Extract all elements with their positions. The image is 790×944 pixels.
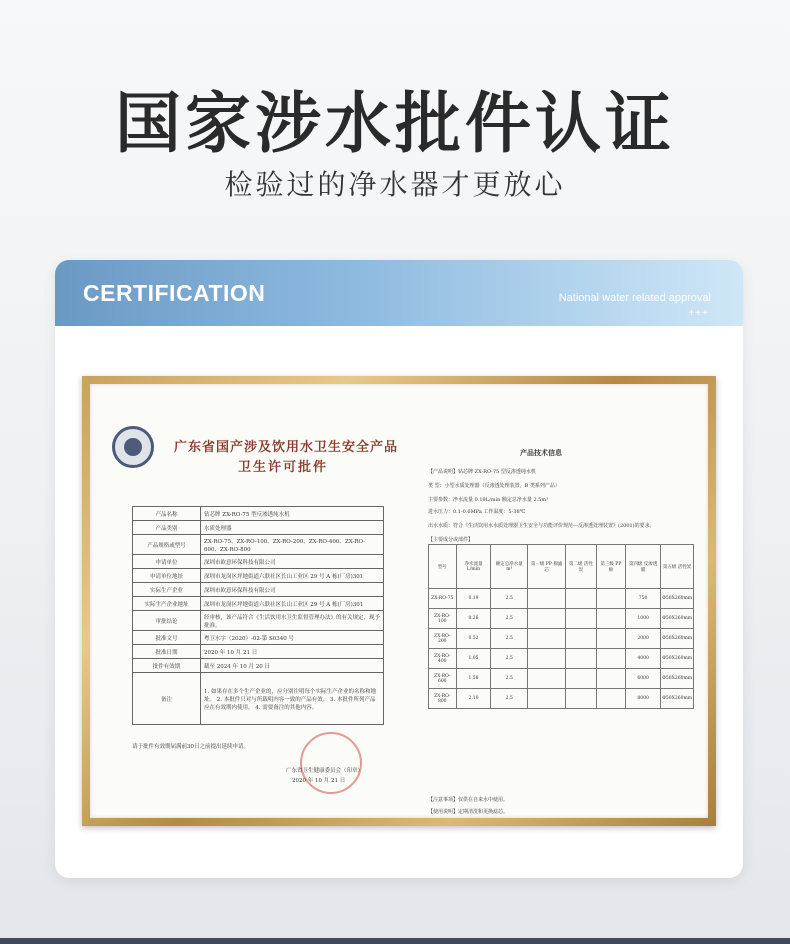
- table-cell: 0.19: [456, 589, 491, 609]
- table-cell: [528, 609, 566, 629]
- row-value: 粤卫水字（2020）-02-第 S0340 号: [201, 631, 384, 645]
- row-label: 备注: [133, 673, 201, 725]
- table-row: [429, 609, 694, 629]
- band-title: CERTIFICATION: [83, 280, 266, 306]
- table-cell: ZX-RO-100: [429, 609, 457, 629]
- table-row: [429, 689, 694, 709]
- column-header: 第四级 反渗透膜: [625, 545, 660, 589]
- row-value: 深圳市龙岗区坪地街道六联社区长山工业区 29 号 A 栋(厂房)301: [201, 597, 384, 611]
- table-cell: Φ50X260mm: [661, 609, 694, 629]
- row-label: 申请单位: [133, 555, 201, 569]
- table-cell: 0.26: [456, 609, 491, 629]
- row-label: 批准文号: [133, 631, 201, 645]
- row-value: 2020 年 10 月 21 日: [201, 645, 384, 659]
- row-value: 水质处理器: [201, 521, 384, 535]
- table-cell: 2000: [625, 629, 660, 649]
- row-label: 申请单位地址: [133, 569, 201, 583]
- table-cell: 1.05: [456, 649, 491, 669]
- table-cell: ZX-RO-800: [429, 689, 457, 709]
- row-label: 产品名称: [133, 507, 201, 521]
- column-header: 型号: [429, 545, 457, 589]
- column-header: 第一级 PP 棉滤芯: [528, 545, 566, 589]
- table-cell: [528, 689, 566, 709]
- row-label: 批准日期: [133, 645, 201, 659]
- subheadline: 检验过的净水器才更放心: [224, 168, 566, 201]
- row-label: 产品类别: [133, 521, 201, 535]
- column-header: 净水流量 L/min: [456, 545, 491, 589]
- table-header-row: [429, 545, 694, 589]
- table-cell: [528, 629, 566, 649]
- band-subtitle: National water related approval: [558, 292, 711, 304]
- table-cell: ZX-RO-400: [429, 649, 457, 669]
- emblem-icon: [112, 426, 154, 468]
- table-row: [133, 631, 384, 645]
- table-cell: 8000: [625, 689, 660, 709]
- table-cell: 1000: [625, 609, 660, 629]
- table-cell: 750: [625, 589, 660, 609]
- column-header: 第三级 PP 棉: [596, 545, 625, 589]
- row-label: 审批结论: [133, 611, 201, 631]
- headline: 国家涉水批件认证: [115, 85, 675, 162]
- table-cell: ZX-RO-600: [429, 669, 457, 689]
- renewal-note: 请于批件有效期届满前30日之前提出延续申请。: [132, 744, 250, 750]
- certificate-frame: [82, 376, 716, 826]
- row-label: 实际生产企业地址: [133, 597, 201, 611]
- tech-footer: 【注意事项】仅供在自来水中使用。: [428, 797, 509, 803]
- table-cell: [566, 669, 597, 689]
- bottom-strip: [0, 938, 790, 944]
- tech-line: 进水压力：0.1-0.6MPa 工作温度：5-38℃: [428, 509, 526, 515]
- table-cell: Φ50X260mm: [661, 689, 694, 709]
- row-label: 批件有效期: [133, 659, 201, 673]
- row-value: 深圳市欧意环保科技有限公司: [201, 583, 384, 597]
- table-cell: 2.5: [491, 609, 528, 629]
- table-cell: [566, 649, 597, 669]
- table-row: [133, 507, 384, 521]
- table-cell: 6000: [625, 669, 660, 689]
- issue-date: 2020 年 10 月 21 日: [292, 778, 346, 784]
- table-cell: Φ50X260mm: [661, 669, 694, 689]
- table-row: [133, 659, 384, 673]
- table-row: [429, 649, 694, 669]
- table-row: [133, 569, 384, 583]
- table-cell: [566, 589, 597, 609]
- table-cell: [528, 589, 566, 609]
- table-cell: 2.5: [491, 689, 528, 709]
- table-row: [133, 611, 384, 631]
- certificate-title: 广东省国产涉及饮用水卫生安全产品: [174, 440, 399, 455]
- table-cell: 2.5: [491, 649, 528, 669]
- issuer: 广东省卫生健康委员会（印章）: [286, 768, 364, 774]
- table-cell: Φ50X260mm: [661, 629, 694, 649]
- row-value: 经审核，该产品符合《生活饮用水卫生监督管理办法》的有关规定，现予批准。: [201, 611, 384, 631]
- table-cell: [596, 609, 625, 629]
- table-cell: [566, 629, 597, 649]
- band-plus-mark: +++: [688, 308, 709, 319]
- components-table: [428, 544, 694, 709]
- table-cell: 1.58: [456, 669, 491, 689]
- table-cell: ZX-RO-200: [429, 629, 457, 649]
- table-cell: Φ50X260mm: [661, 649, 694, 669]
- table-cell: [528, 649, 566, 669]
- row-value: ZX-RO-75、ZX-RO-100、ZX-RO-200、ZX-RO-400、ZX-RO-600、ZX-RO-800: [201, 535, 384, 555]
- certification-band: [55, 260, 743, 326]
- table-cell: 2.5: [491, 589, 528, 609]
- table-row: [133, 597, 384, 611]
- table-row: [429, 629, 694, 649]
- row-value: 深圳市欧意环保科技有限公司: [201, 555, 384, 569]
- table-row: [133, 521, 384, 535]
- table-cell: [566, 609, 597, 629]
- row-value: 截至 2024 年 10 月 20 日: [201, 659, 384, 673]
- row-value: 1. 如果存在多个生产企业的，应分别注明每个实际生产企业的名称和地址。 2. 本批件只对与所载明内容一致的产品有效。 3. 本批件所列产品应在有效期内使用。 4. 需要备注的其他内容。: [201, 673, 384, 725]
- table-row: [133, 555, 384, 569]
- certificate-document: [90, 384, 708, 818]
- table-cell: [566, 689, 597, 709]
- table-row: [133, 583, 384, 597]
- table-row: [133, 535, 384, 555]
- table-cell: 2.5: [491, 669, 528, 689]
- row-value: 深圳市龙岗区坪地街道六联社区长山工业区 29 号 A 栋(厂房)301: [201, 569, 384, 583]
- table-cell: [596, 589, 625, 609]
- tech-line: 出水水质：符合《生活饮用水水质处理器卫生安全与功能评价规范—反渗透处理装置》(2001)的要求。: [428, 523, 655, 529]
- table-cell: 4000: [625, 649, 660, 669]
- table-cell: Φ50X260mm: [661, 589, 694, 609]
- tech-line: 主要参数：净水流量 0.19L/min 额定总净水量 2.5m³: [428, 497, 549, 503]
- table-cell: [596, 629, 625, 649]
- table-row: [429, 669, 694, 689]
- official-seal-icon: [300, 732, 362, 794]
- tech-line: 【主要成分或部件】: [428, 537, 474, 543]
- row-value: 钻芯牌 ZX-RO-75 型反渗透纯水机: [201, 507, 384, 521]
- certification-card: [55, 260, 743, 878]
- column-header: 第二级 活性炭: [566, 545, 597, 589]
- table-cell: 0.52: [456, 629, 491, 649]
- tech-line: 【产品说明】钻芯牌 ZX-RO-75 型反渗透纯水机: [428, 469, 536, 475]
- tech-footer: 【使用说明】定期清洗和更换滤芯。: [428, 809, 509, 815]
- table-cell: [528, 669, 566, 689]
- column-header: 额定总净水量 m³: [491, 545, 528, 589]
- table-cell: [596, 649, 625, 669]
- table-row: [429, 589, 694, 609]
- table-cell: ZX-RO-75: [429, 589, 457, 609]
- tech-line: 类 型：小型水质处理器（反渗透处理装置，B 类系列产品）: [428, 483, 560, 489]
- row-label: 产品规格或型号: [133, 535, 201, 555]
- table-row: [133, 645, 384, 659]
- table-cell: 2.10: [456, 689, 491, 709]
- column-header: 第五级 活性炭: [661, 545, 694, 589]
- certificate-subtitle: 卫生许可批件: [238, 460, 329, 475]
- table-row: [133, 673, 384, 725]
- table-cell: [596, 669, 625, 689]
- table-cell: [596, 689, 625, 709]
- row-label: 实际生产企业: [133, 583, 201, 597]
- approval-table: [132, 506, 384, 725]
- table-cell: 2.5: [491, 629, 528, 649]
- tech-info-title: 产品技术信息: [520, 448, 562, 457]
